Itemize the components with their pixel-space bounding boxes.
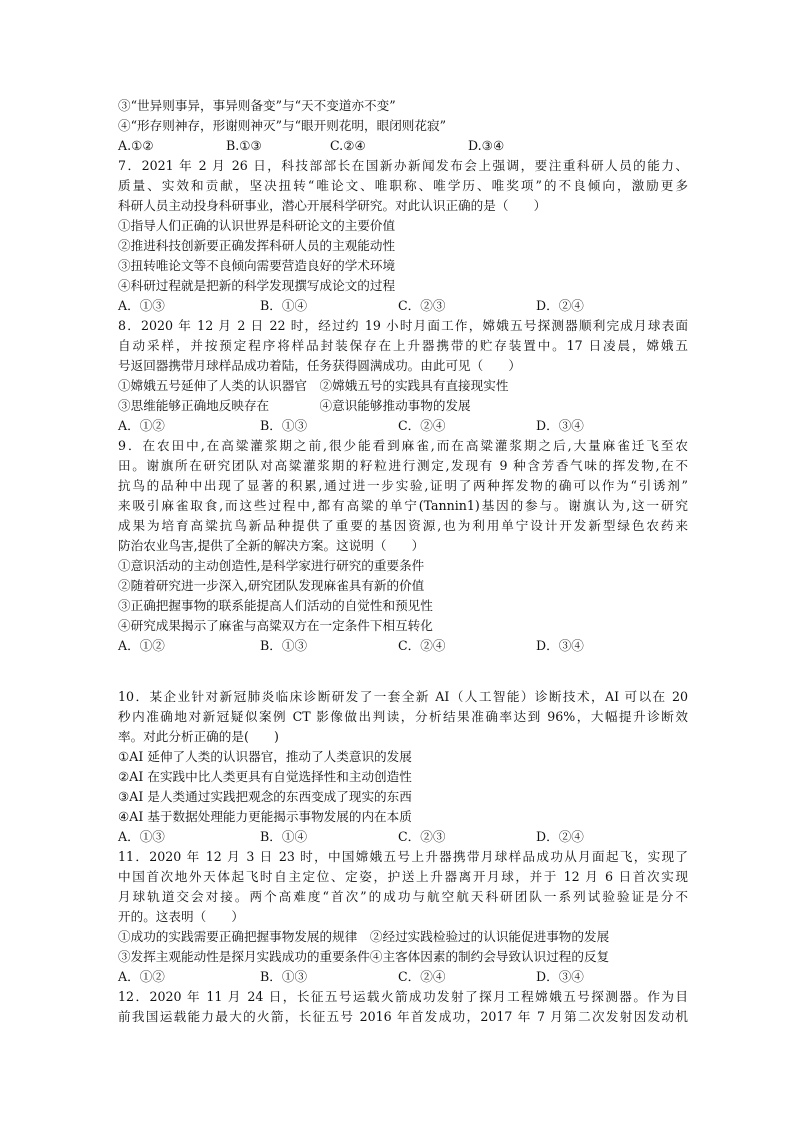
question-10 (118, 687, 688, 847)
q9-item-2: ②随着研究进一步深入,研究团队发现麻雀具有新的价值 (118, 578, 425, 593)
option-a: A.①② (118, 138, 154, 153)
q9-stem-line: 9．在农田中,在高粱灌浆期之前,很少能看到麻雀,而在高粱灌浆期之后,大量麻雀迁飞至农 (118, 438, 688, 453)
q7-item-3: ③扭转唯论文等不良倾向需要营造良好的学术环境 (118, 258, 396, 273)
blank-gap (118, 656, 688, 687)
q8-stem-line: 自动采样，并按预定程序将样品封装保存在上升器携带的贮存装置中。17 日凌晨，嫦娥五 (118, 338, 688, 353)
option-d: D.③④ (468, 138, 505, 153)
q10-item-1: ①AI 延伸了人类的认识器官，推动了人类意识的发展 (118, 749, 412, 764)
option-c: C．②④ (398, 969, 446, 984)
q8-items-row: ③思维能够正确地反映存在 ④意识能够推动事物的发展 (118, 398, 471, 413)
option-d: D．③④ (536, 638, 584, 653)
option-b: B.①③ (226, 138, 262, 153)
option-b: B．①③ (260, 969, 308, 984)
question-12 (118, 987, 688, 1027)
q11-stem-line: 中国首次地外天体起飞时自主定位、定姿，护送上升器离开月球，并于 12 月 6 日首次实现 (118, 869, 688, 884)
q10-options (118, 827, 688, 847)
option-a: A．①② (118, 638, 165, 653)
q7-options (118, 296, 688, 316)
option-d: D．③④ (536, 969, 584, 984)
exam-page (118, 96, 688, 1027)
question-9 (118, 436, 688, 656)
q11-items-row: ①成功的实践需要正确把握事物发展的规律 ②经过实践检验过的认识能促进事物的发展 (118, 929, 610, 944)
option-d: D．②④ (536, 829, 584, 844)
question-6-tail (118, 96, 688, 156)
option-b: B．①④ (260, 298, 308, 313)
option-c: C.②④ (330, 138, 366, 153)
q8-options (118, 416, 688, 436)
q6-item-4: ④“形存则神存，形谢则神灭”与“眼开则花明，眼闭则花寂” (118, 118, 447, 133)
q9-stem-line: 来吸引麻雀取食,而这些过程中,都有高粱的单宁(Tannin1)基因的参与。谢旗认为,这一研究 (118, 498, 688, 513)
q7-stem-line: 7．2021 年 2 月 26 日，科技部部长在国新办新闻发布会上强调，要注重科研人员的能力、 (118, 158, 688, 173)
q12-stem-line: 12．2020 年 11 月 24 日，长征五号运载火箭成功发射了探月工程嫦娥五号探测器。作为目 (118, 989, 688, 1004)
q11-options (118, 967, 688, 987)
q8-stem-line: 8．2020 年 12 月 2 日 22 时，经过约 19 小时月面工作，嫦娥五号探测器顺利完成月球表面 (118, 318, 688, 333)
q7-stem-line: 质量、实效和贡献，坚决扭转“唯论文、唯职称、唯学历、唯奖项”的不良倾向，激励更多 (118, 178, 688, 193)
q10-item-2: ②AI 在实践中比人类更具有自觉选择性和主动创造性 (118, 769, 412, 784)
q10-item-3: ③AI 是人类通过实践把观念的东西变成了现实的东西 (118, 789, 412, 804)
option-a: A．①② (118, 418, 165, 433)
q6-item-3: ③“世异则事异，事异则备变”与“天不变道亦不变” (118, 98, 396, 113)
q11-stem-line: 开的。这表明（ ） (118, 909, 244, 924)
q9-stem-line: 防治农业鸟害,提供了全新的解决方案。这说明（ ） (118, 538, 425, 553)
option-c: C．②④ (398, 638, 446, 653)
question-11 (118, 847, 688, 987)
option-c: C．②③ (398, 298, 446, 313)
option-b: B．①③ (260, 418, 308, 433)
option-a: A．①③ (118, 298, 165, 313)
q10-item-4: ④AI 基于数据处理能力更能揭示事物发展的内在本质 (118, 809, 412, 824)
q11-stem-line: 11．2020 年 12 月 3 日 23 时，中国嫦娥五号上升器携带月球样品成功从月面起飞，实现了 (118, 849, 688, 864)
q10-stem-line: 10．某企业针对新冠肺炎临床诊断研发了一套全新 AI（人工智能）诊断技术，AI 可以在 20 (118, 689, 688, 704)
option-a: A．①③ (118, 829, 165, 844)
q7-item-1: ①指导人们正确的认识世界是科研论文的主要价值 (118, 218, 396, 233)
q9-stem-line: 成果为培育高粱抗鸟新品种提供了重要的基因资源,也为利用单宁设计开发新型绿色农药来 (118, 518, 688, 533)
q10-stem-line: 秒内准确地对新冠疑似案例 CT 影像做出判读，分析结果准确率达到 96%，大幅提升诊断效 (118, 709, 688, 724)
option-c: C．②④ (398, 418, 446, 433)
q11-stem-line: 月球轨道交会对接。两个高难度“首次”的成功与航空航天科研团队一系列试验验证是分不 (118, 889, 688, 904)
q9-item-1: ①意识活动的主动创造性,是科学家进行研究的重要条件 (118, 558, 425, 573)
option-a: A．①② (118, 969, 165, 984)
q11-items-row: ③发挥主观能动性是探月实践成功的重要条件④主客体因素的制约会导致认识过程的反复 (118, 949, 610, 964)
question-7 (118, 156, 688, 316)
option-b: B．①④ (260, 829, 308, 844)
q8-stem-line: 号返回器携带月球样品成功着陆，任务获得圆满成功。由此可见（ ） (118, 358, 521, 373)
question-8 (118, 316, 688, 436)
q10-stem-line: 率。对此分析正确的是( ) (118, 729, 279, 744)
q9-item-4: ④研究成果揭示了麻雀与高粱双方在一定条件下相互转化 (118, 618, 433, 633)
q9-stem-line: 田。谢旗所在研究团队对高粱灌浆期的籽粒进行测定,发现有 9 种含芳香气味的挥发物,在不 (118, 458, 688, 473)
q6-options (118, 136, 688, 156)
q7-stem-line: 科研人员主动投身科研事业，潜心开展科学研究。对此认识正确的是（ ） (118, 198, 547, 213)
option-d: D．②④ (536, 298, 584, 313)
q12-stem-line: 前我国运载能力最大的火箭，长征五号 2016 年首发成功，2017 年 7 月第二次发射因发动机 (118, 1009, 688, 1024)
q9-stem-line: 抗鸟的品种中出现了显著的积累,通过进一步实验,证明了两种挥发物的确可以作为“引诱剂” (118, 478, 688, 493)
q7-item-2: ②推进科技创新要正确发挥科研人员的主观能动性 (118, 238, 396, 253)
q8-items-row: ①嫦娥五号延伸了人类的认识器官 ②嫦娥五号的实践具有直接现实性 (118, 378, 509, 393)
option-c: C．②③ (398, 829, 446, 844)
option-d: D．③④ (536, 418, 584, 433)
q7-item-4: ④科研过程就是把新的科学发现撰写成论文的过程 (118, 278, 396, 293)
q9-options (118, 636, 688, 656)
option-b: B．①③ (260, 638, 308, 653)
q9-item-3: ③正确把握事物的联系能提高人们活动的自觉性和预见性 (118, 598, 433, 613)
